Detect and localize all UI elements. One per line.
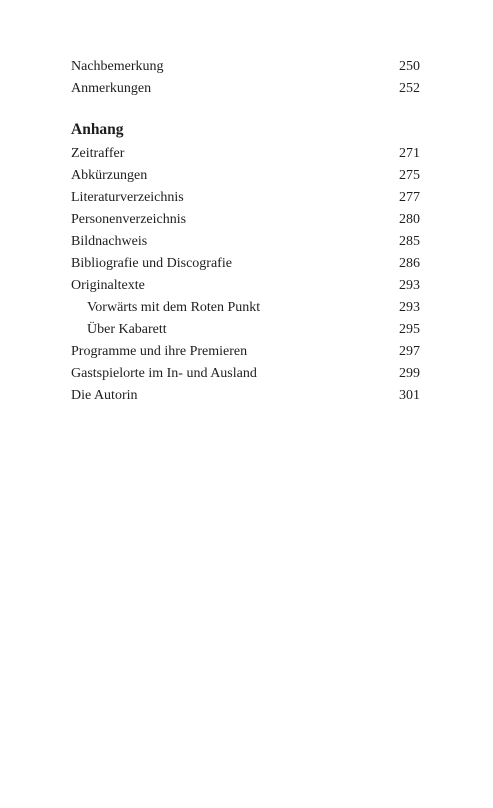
toc-subentry-vorwaerts[interactable] bbox=[71, 297, 420, 319]
toc-entry-label: Zeitraffer bbox=[71, 146, 125, 161]
toc-entry-page: 285 bbox=[399, 234, 420, 249]
toc-entry-label: Originaltexte bbox=[71, 278, 145, 293]
toc-entry-page: 299 bbox=[399, 366, 420, 381]
section-heading-anhang: Anhang bbox=[71, 121, 124, 138]
toc-entry-page: 297 bbox=[399, 344, 420, 359]
toc-entry-gastspielorte[interactable] bbox=[71, 363, 420, 385]
toc-entry-programme[interactable] bbox=[71, 341, 420, 363]
toc-entry-personenverzeichnis[interactable] bbox=[71, 209, 420, 231]
toc-entry-label: Bildnachweis bbox=[71, 234, 148, 249]
toc-entry-label: Nachbemerkung bbox=[71, 59, 164, 74]
section-spacer bbox=[71, 100, 420, 117]
toc-entry-page: 277 bbox=[399, 190, 420, 205]
toc-entry-label: Programme und ihre Premieren bbox=[71, 344, 248, 359]
toc-entry-label: Anmerkungen bbox=[71, 81, 152, 96]
toc-entry-page: 252 bbox=[399, 81, 420, 96]
toc-entry-anmerkungen[interactable] bbox=[71, 78, 420, 100]
toc-entry-label: Literaturverzeichnis bbox=[71, 190, 184, 205]
toc-entry-bibliografie[interactable] bbox=[71, 253, 420, 275]
toc-entry-label: Vorwärts mit dem Roten Punkt bbox=[87, 300, 261, 315]
toc-entry-label: Bibliografie und Discografie bbox=[71, 256, 232, 271]
toc-entry-bildnachweis[interactable] bbox=[71, 231, 420, 253]
toc-entry-label: Über Kabarett bbox=[87, 322, 167, 337]
toc-entry-abkuerzungen[interactable] bbox=[71, 165, 420, 187]
toc-entry-page: 271 bbox=[399, 146, 420, 161]
toc-subentry-ueber-kabarett[interactable] bbox=[71, 319, 420, 341]
toc-entry-label: Gastspielorte im In- und Ausland bbox=[71, 366, 257, 381]
toc-entry-page: 301 bbox=[399, 388, 420, 403]
toc-entry-page: 293 bbox=[399, 278, 420, 293]
toc-entry-die-autorin[interactable] bbox=[71, 385, 420, 407]
toc-entry-originaltexte[interactable] bbox=[71, 275, 420, 297]
toc-entry-literaturverzeichnis[interactable] bbox=[71, 187, 420, 209]
toc-entry-page: 295 bbox=[399, 322, 420, 337]
toc-entry-zeitraffer[interactable] bbox=[71, 143, 420, 165]
toc-entry-page: 286 bbox=[399, 256, 420, 271]
toc-entry-label: Personenverzeichnis bbox=[71, 212, 187, 227]
toc-entry-label: Abkürzungen bbox=[71, 168, 148, 183]
toc-entry-page: 250 bbox=[399, 59, 420, 74]
toc-entry-label: Die Autorin bbox=[71, 388, 138, 403]
table-of-contents bbox=[71, 56, 420, 407]
toc-entry-page: 293 bbox=[399, 300, 420, 315]
toc-entry-nachbemerkung[interactable] bbox=[71, 56, 420, 78]
toc-entry-page: 275 bbox=[399, 168, 420, 183]
toc-entry-page: 280 bbox=[399, 212, 420, 227]
